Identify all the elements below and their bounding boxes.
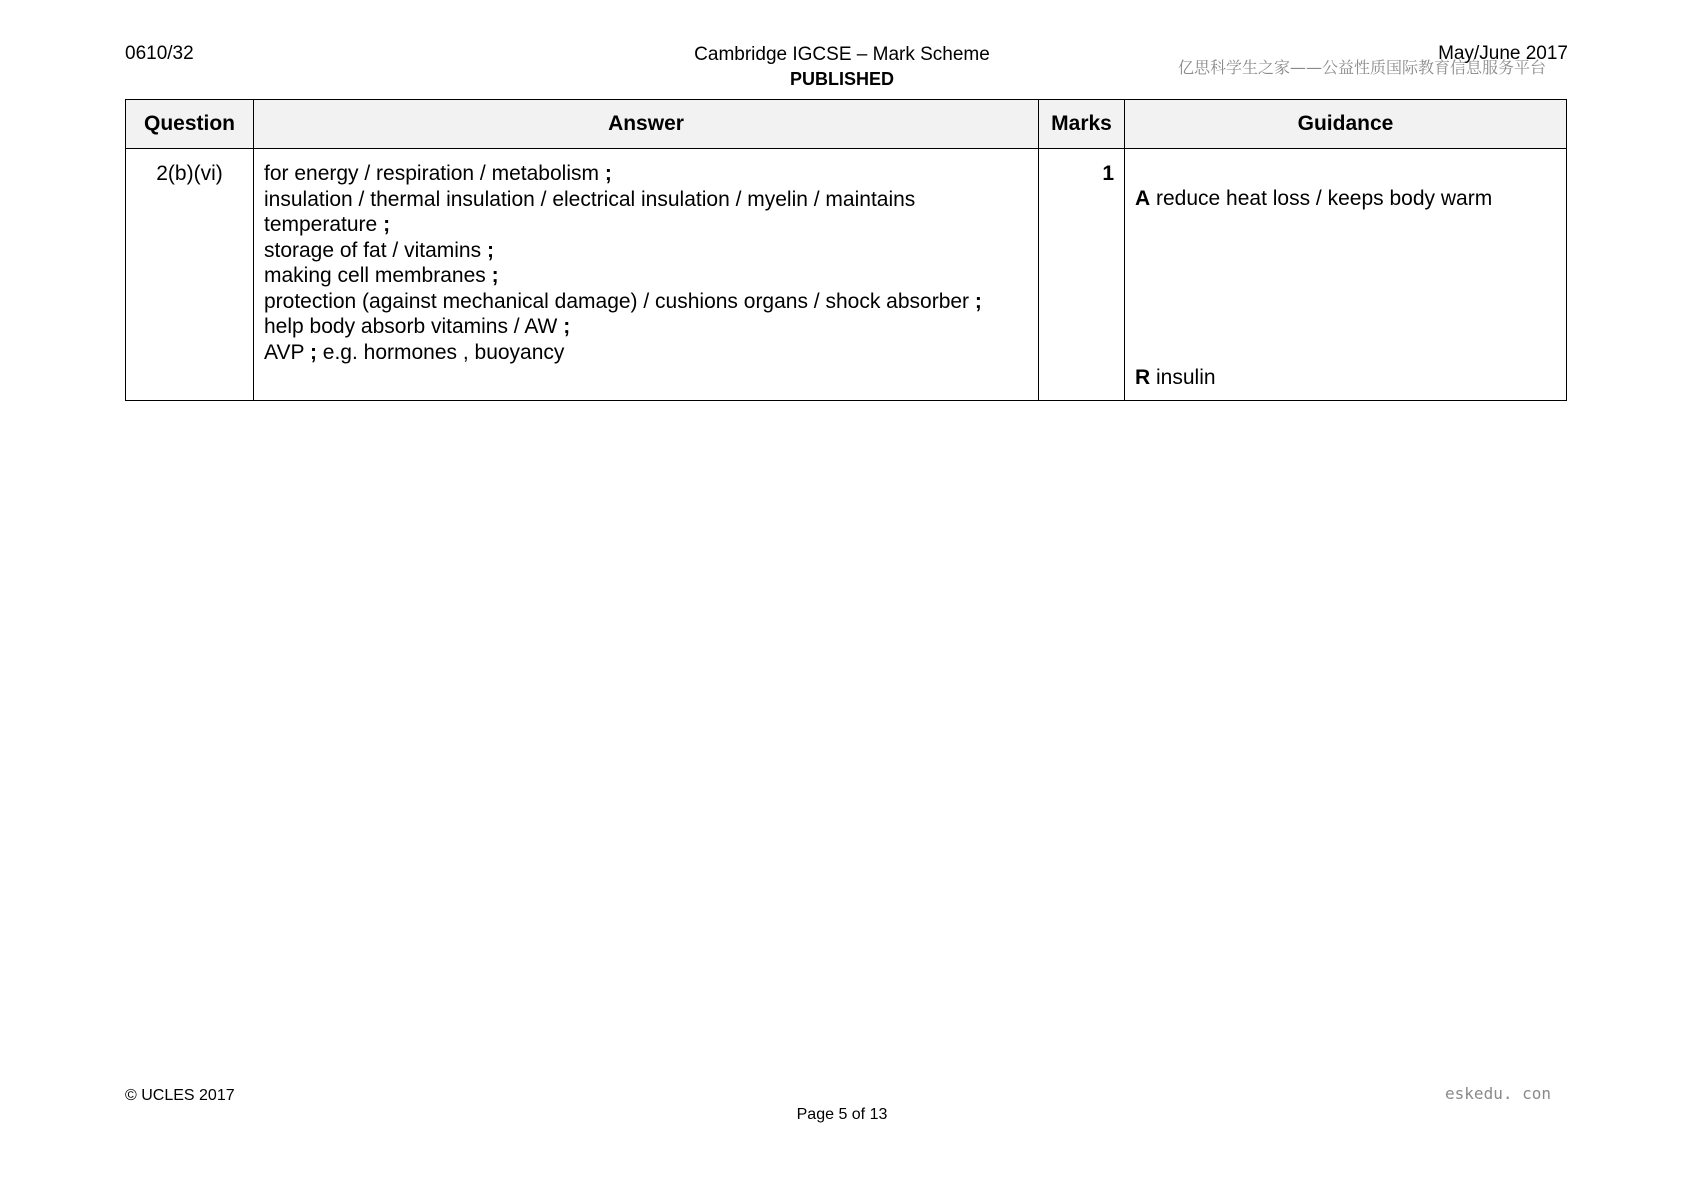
table-row bbox=[126, 149, 1567, 401]
copyright-notice: © UCLES 2017 bbox=[125, 1087, 235, 1104]
page-number: Page 5 of 13 bbox=[796, 1106, 888, 1123]
answer-tail: e.g. hormones , buoyancy bbox=[316, 340, 565, 364]
guidance-accept bbox=[1135, 186, 1556, 212]
table-header-row bbox=[126, 100, 1567, 149]
answer-separator: ; bbox=[383, 213, 391, 236]
mark-scheme-title: Cambridge IGCSE – Mark Scheme bbox=[694, 44, 990, 65]
answer-text: help body absorb vitamins / AW bbox=[264, 315, 558, 338]
published-label: PUBLISHED bbox=[789, 69, 894, 89]
header-answer: Answer bbox=[254, 100, 1039, 149]
answer-line bbox=[264, 340, 1028, 366]
accept-key: A bbox=[1135, 187, 1151, 210]
answer-separator: ; bbox=[974, 289, 982, 313]
answer-text: making cell membranes bbox=[264, 264, 486, 287]
answer-line bbox=[264, 314, 1028, 340]
header-marks: Marks bbox=[1039, 100, 1125, 149]
answer-line bbox=[264, 187, 1028, 238]
answer-text: AVP bbox=[264, 340, 305, 364]
answer-separator: ; bbox=[486, 238, 494, 262]
exam-session: May/June 2017 bbox=[1438, 43, 1568, 64]
answer-line bbox=[264, 263, 1028, 289]
question-number: 2(b)(vi) bbox=[126, 149, 254, 401]
answer-text: protection (against mechanical damage) / cushions organs / shock absorber bbox=[264, 289, 970, 313]
answer-separator: ; bbox=[491, 264, 499, 287]
watermark-text: 亿思科学生之家——公益性质国际教育信息服务平台 bbox=[1178, 58, 1547, 77]
answer-line bbox=[264, 289, 1028, 315]
answer-text: insulation / thermal insulation / electrical insulation / myelin / maintains temperature bbox=[264, 187, 916, 236]
answer-line bbox=[264, 238, 1028, 264]
reject-text: insulin bbox=[1150, 365, 1216, 389]
answer-separator: ; bbox=[309, 340, 317, 364]
header-guidance: Guidance bbox=[1125, 100, 1567, 149]
marks-value: 1 bbox=[1039, 149, 1125, 401]
guidance-reject bbox=[1135, 365, 1556, 391]
answer-text: for energy / respiration / metabolism bbox=[264, 162, 599, 185]
paper-code: 0610/32 bbox=[125, 43, 194, 64]
header-question: Question bbox=[126, 100, 254, 149]
mark-scheme-table bbox=[125, 99, 1567, 401]
answer-separator: ; bbox=[604, 162, 612, 185]
answer-text: storage of fat / vitamins bbox=[264, 238, 482, 262]
site-watermark: eskedu. con bbox=[1445, 1084, 1551, 1103]
answer-cell bbox=[254, 149, 1039, 401]
accept-text: reduce heat loss / keeps body warm bbox=[1150, 187, 1493, 210]
answer-line bbox=[264, 161, 1028, 187]
reject-key: R bbox=[1135, 365, 1151, 389]
answer-separator: ; bbox=[563, 315, 571, 338]
guidance-cell bbox=[1125, 149, 1567, 401]
